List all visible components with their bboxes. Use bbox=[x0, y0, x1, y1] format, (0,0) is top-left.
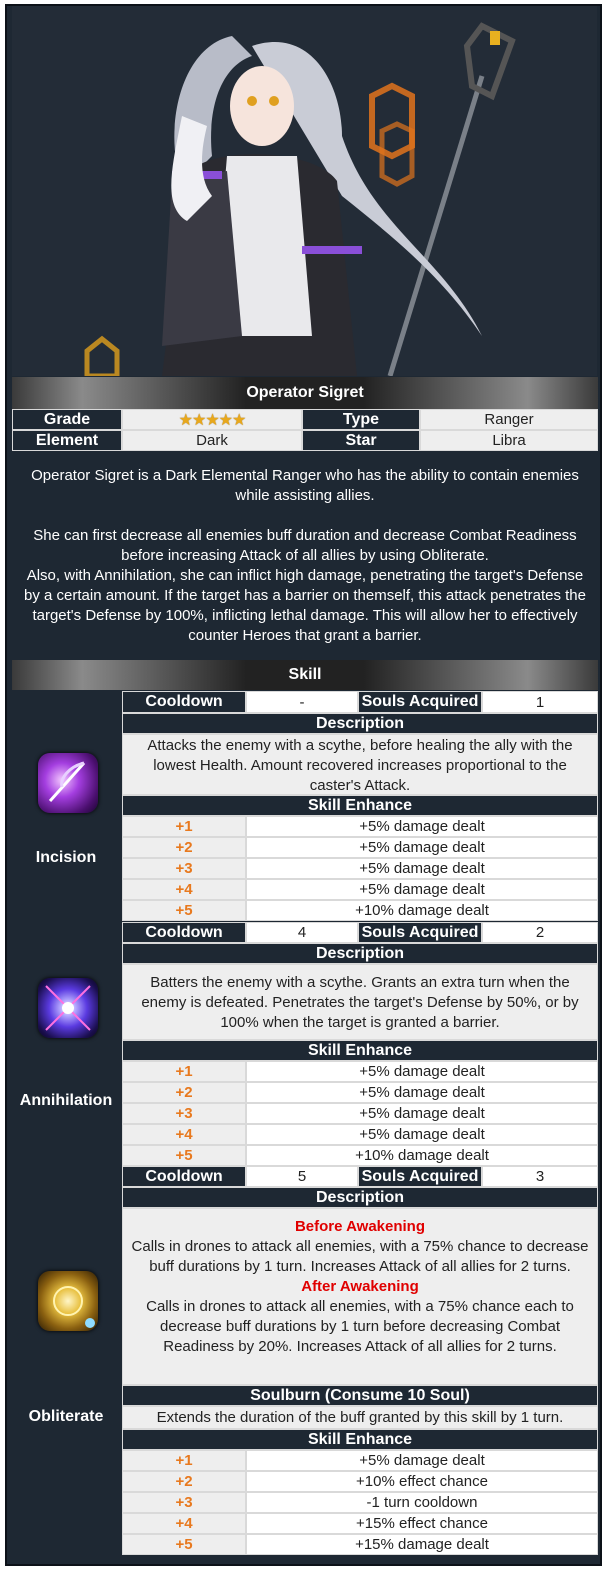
enhance-level: +2 bbox=[122, 837, 246, 858]
cooldown-label: Cooldown bbox=[122, 691, 246, 713]
souls-value: 3 bbox=[482, 1166, 598, 1187]
cooldown-label: Cooldown bbox=[122, 1166, 246, 1187]
description-header: Description bbox=[122, 713, 598, 734]
cooldown-value: 4 bbox=[246, 922, 358, 943]
soulburn-header: Soulburn (Consume 10 Soul) bbox=[122, 1385, 598, 1406]
cooldown-value: 5 bbox=[246, 1166, 358, 1187]
skill-name: Obliterate bbox=[28, 1408, 104, 1425]
cooldown-value: - bbox=[246, 691, 358, 713]
enhance-level: +5 bbox=[122, 1145, 246, 1166]
enhance-effect: +5% damage dealt bbox=[246, 879, 598, 900]
enhance-level: +2 bbox=[122, 1471, 246, 1492]
enhance-level: +3 bbox=[122, 1103, 246, 1124]
enhance-effect: +5% damage dealt bbox=[246, 1124, 598, 1145]
skill-card-obliterate bbox=[12, 1166, 120, 1556]
enhance-level: +1 bbox=[122, 1061, 246, 1082]
enhance-level: +5 bbox=[122, 1534, 246, 1555]
skill-description-awakening bbox=[122, 1208, 598, 1385]
description-header: Description bbox=[122, 1187, 598, 1208]
description-header: Description bbox=[122, 943, 598, 964]
enhance-effect: +5% damage dealt bbox=[246, 1450, 598, 1471]
type-value: Ranger bbox=[420, 409, 598, 430]
enhance-effect: +5% damage dealt bbox=[246, 837, 598, 858]
souls-label: Souls Acquired bbox=[358, 1166, 482, 1187]
enhance-effect: +15% effect chance bbox=[246, 1513, 598, 1534]
intro-paragraph-3: Also, with Annihilation, she can inflict high damage, penetrating the target's Defense by a certain amount. If the target has a barrier on themself, this attack penetrates the target's Defense by 100%, inflicting lethal damage. This will allow her to effectively counter Heroes that grant a barrier. bbox=[24, 567, 586, 644]
enhance-header: Skill Enhance bbox=[122, 1040, 598, 1061]
enhance-effect: +5% damage dealt bbox=[246, 1082, 598, 1103]
skill-description: Attacks the enemy with a scythe, before healing the ally with the lowest Health. Amount recovered increases proportional to the caster's Attack. bbox=[122, 734, 598, 795]
intro-paragraph-2: She can first decrease all enemies buff duration and decrease Combat Readiness before increasing Attack of all allies by using Obliterate. bbox=[33, 527, 577, 564]
skill-section-title: Skill bbox=[288, 666, 322, 683]
souls-value: 1 bbox=[482, 691, 598, 713]
after-awakening-label: After Awakening bbox=[301, 1278, 419, 1295]
enhance-effect: +15% damage dealt bbox=[246, 1534, 598, 1555]
scythe-slash-icon bbox=[38, 753, 98, 813]
enhance-level: +1 bbox=[122, 816, 246, 837]
hero-name-bar bbox=[12, 377, 598, 409]
enhance-effect: +5% damage dealt bbox=[246, 1061, 598, 1082]
enhance-effect: +10% damage dealt bbox=[246, 900, 598, 921]
enhance-effect: +10% effect chance bbox=[246, 1471, 598, 1492]
before-awakening-text: Calls in drones to attack all enemies, with a 75% chance to decrease buff durations by 1 turn. Increases Attack of all allies for 2 turns. bbox=[131, 1238, 589, 1275]
skill-name: Annihilation bbox=[19, 1092, 113, 1109]
souls-value: 2 bbox=[482, 922, 598, 943]
skill-name: Incision bbox=[35, 849, 97, 866]
hero-portrait-art bbox=[12, 6, 597, 376]
enhance-header: Skill Enhance bbox=[122, 795, 598, 816]
enhance-level: +4 bbox=[122, 1124, 246, 1145]
enhance-level: +3 bbox=[122, 858, 246, 879]
intro-paragraph-1: Operator Sigret is a Dark Elemental Ranger who has the ability to contain enemies while assisting allies. bbox=[31, 467, 579, 504]
skill-card-incision bbox=[12, 691, 120, 922]
skill-section-header bbox=[12, 660, 598, 690]
burst-star-icon bbox=[38, 978, 98, 1038]
enhance-level: +1 bbox=[122, 1450, 246, 1471]
enhance-effect: +5% damage dealt bbox=[246, 1103, 598, 1124]
enhance-effect: +5% damage dealt bbox=[246, 816, 598, 837]
enhance-level: +4 bbox=[122, 1513, 246, 1534]
star-rating-icon: ★★★★★ bbox=[178, 411, 246, 429]
enhance-header: Skill Enhance bbox=[122, 1429, 598, 1450]
grade-stars bbox=[122, 409, 302, 430]
souls-label: Souls Acquired bbox=[358, 922, 482, 943]
type-label: Type bbox=[302, 409, 420, 430]
grade-label: Grade bbox=[12, 409, 122, 430]
element-value: Dark bbox=[122, 430, 302, 451]
skill-card-annihilation bbox=[12, 922, 120, 1166]
star-value: Libra bbox=[420, 430, 598, 451]
element-label: Element bbox=[12, 430, 122, 451]
soulburn-text: Extends the duration of the buff granted by this skill by 1 turn. bbox=[122, 1406, 598, 1429]
hero-name: Operator Sigret bbox=[246, 384, 364, 401]
enhance-level: +3 bbox=[122, 1492, 246, 1513]
before-awakening-label: Before Awakening bbox=[294, 1218, 426, 1235]
golden-burst-icon bbox=[38, 1271, 98, 1331]
star-label: Star bbox=[302, 430, 420, 451]
hero-portrait bbox=[12, 6, 597, 376]
enhance-level: +2 bbox=[122, 1082, 246, 1103]
after-awakening-text: Calls in drones to attack all enemies, with a 75% chance each to decrease buff durations by 1 turn before decreasing Combat Readiness by 20%. Increases Attack of all allies for 2 turns. bbox=[146, 1298, 574, 1355]
cooldown-label: Cooldown bbox=[122, 922, 246, 943]
skill-description: Batters the enemy with a scythe. Grants an extra turn when the enemy is defeated. Penetrates the target's Defense by 50%, or by 100% when the target is granted a barrier. bbox=[122, 964, 598, 1040]
enhance-effect: +10% damage dealt bbox=[246, 1145, 598, 1166]
enhance-level: +4 bbox=[122, 879, 246, 900]
enhance-level: +5 bbox=[122, 900, 246, 921]
enhance-effect: +5% damage dealt bbox=[246, 858, 598, 879]
souls-label: Souls Acquired bbox=[358, 691, 482, 713]
enhance-effect: -1 turn cooldown bbox=[246, 1492, 598, 1513]
